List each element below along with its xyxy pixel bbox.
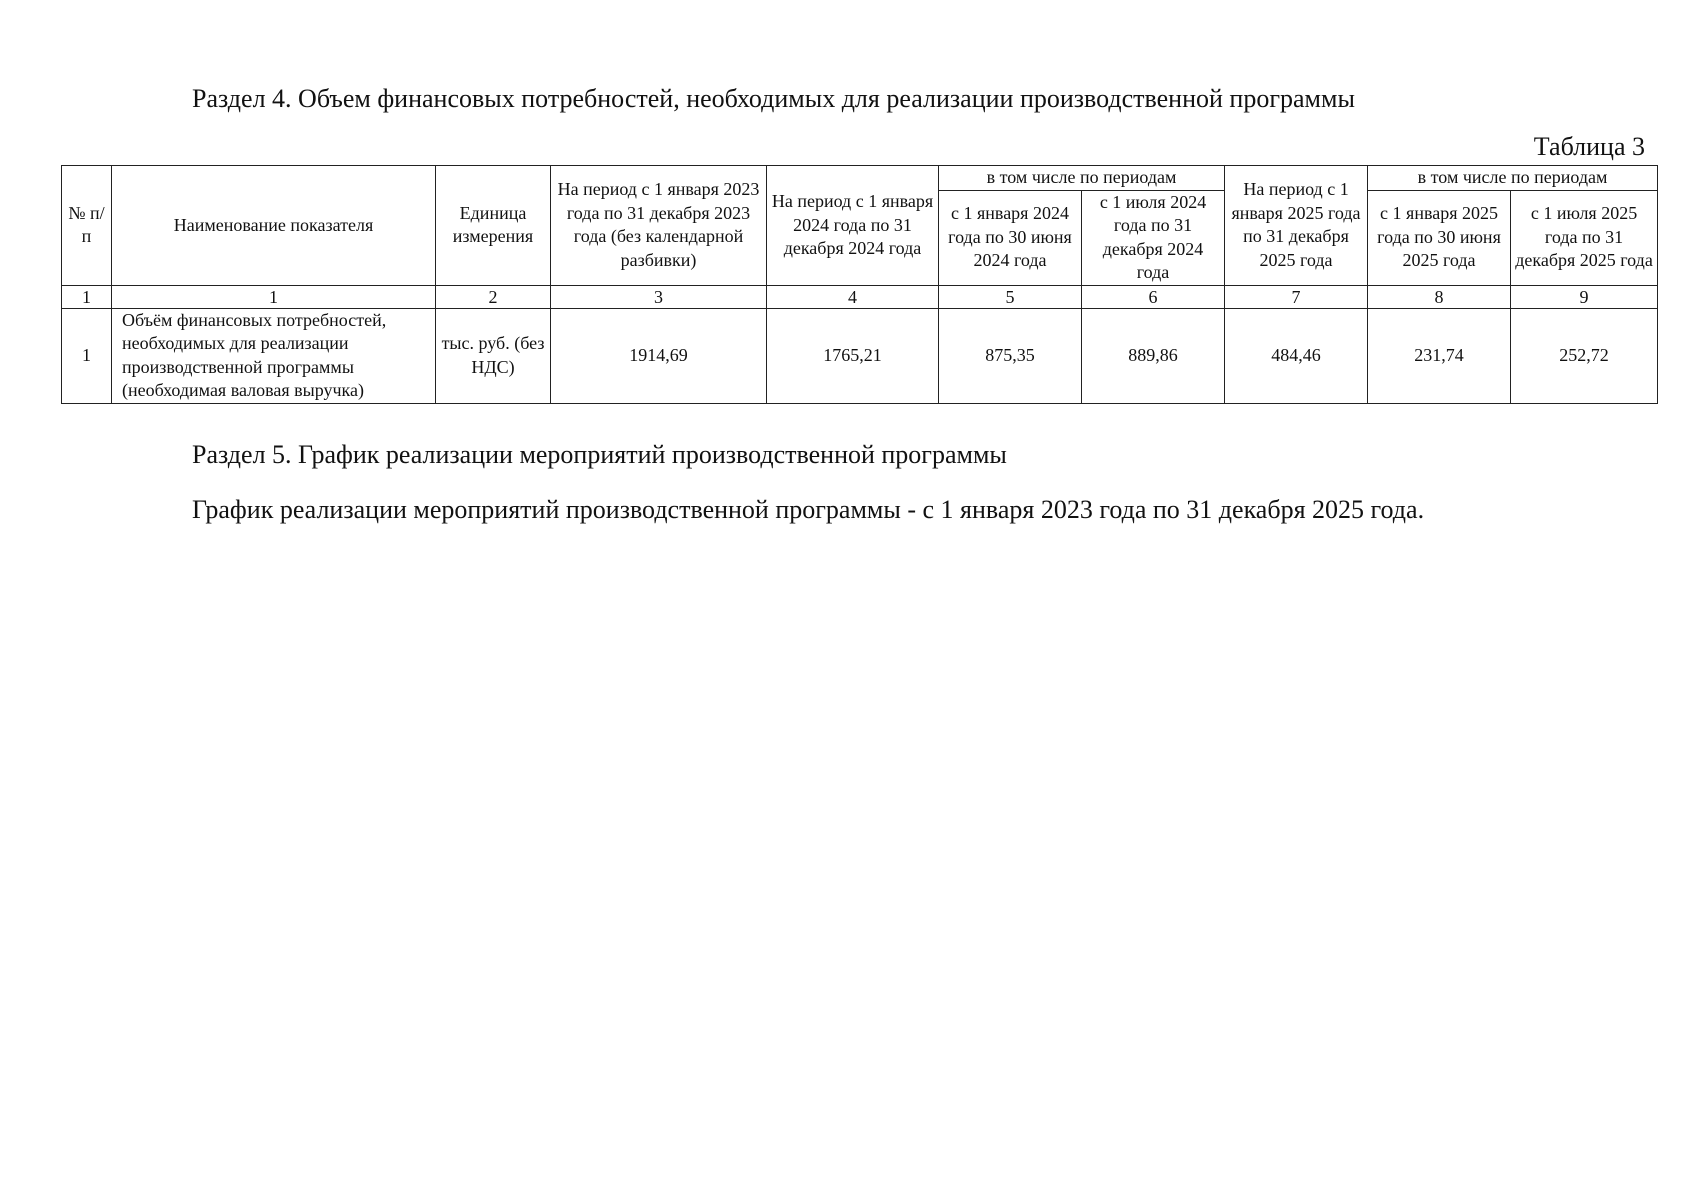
column-number: 9 <box>1511 285 1658 308</box>
value-period-2024: 1765,21 <box>767 308 939 403</box>
column-number: 8 <box>1368 285 1511 308</box>
header-period-2023: На период с 1 января 2023 года по 31 декабря 2023 года (без календарной разбивки) <box>551 166 767 286</box>
header-incl-2024: в том числе по периодам <box>939 166 1225 191</box>
column-number: 5 <box>939 285 1082 308</box>
column-number: 7 <box>1225 285 1368 308</box>
header-num: № п/п <box>62 166 112 286</box>
header-period-2025: На период с 1 января 2025 года по 31 декабря 2025 года <box>1225 166 1368 286</box>
table-caption: Таблица 3 <box>1533 132 1645 161</box>
section-5-heading: Раздел 5. График реализации мероприятий производственной программы <box>192 440 1007 469</box>
schedule-text: График реализации мероприятий производственной программы - с 1 января 2023 года по 31 декабря 2025 года. <box>192 495 1425 524</box>
value-h2-2024: 889,86 <box>1082 308 1225 403</box>
header-unit: Единица измерения <box>436 166 551 286</box>
header-name: Наименование показателя <box>112 166 436 286</box>
column-number-row <box>62 285 1658 308</box>
indicator-name: Объём финансовых потребностей, необходимых для реализации производственной программы (необходимая валовая выручка) <box>112 308 436 403</box>
value-h1-2025: 231,74 <box>1368 308 1511 403</box>
value-h2-2025: 252,72 <box>1511 308 1658 403</box>
header-h2-2025: с 1 июля 2025 года по 31 декабря 2025 года <box>1511 190 1658 285</box>
column-number: 3 <box>551 285 767 308</box>
header-incl-2025: в том числе по периодам <box>1368 166 1658 191</box>
column-number: 1 <box>62 285 112 308</box>
section-4-heading: Раздел 4. Объем финансовых потребностей, необходимых для реализации производственной программы <box>192 84 1355 113</box>
value-period-2025: 484,46 <box>1225 308 1368 403</box>
header-row-1 <box>62 166 1658 191</box>
header-period-2024: На период с 1 января 2024 года по 31 декабря 2024 года <box>767 166 939 286</box>
unit-cell: тыс. руб. (без НДС) <box>436 308 551 403</box>
row-num: 1 <box>62 308 112 403</box>
financial-needs-table <box>61 165 1658 404</box>
column-number: 4 <box>767 285 939 308</box>
column-number: 6 <box>1082 285 1225 308</box>
value-period-2023: 1914,69 <box>551 308 767 403</box>
column-number: 1 <box>112 285 436 308</box>
column-number: 2 <box>436 285 551 308</box>
header-h1-2024: с 1 января 2024 года по 30 июня 2024 года <box>939 190 1082 285</box>
header-h1-2025: с 1 января 2025 года по 30 июня 2025 года <box>1368 190 1511 285</box>
value-h1-2024: 875,35 <box>939 308 1082 403</box>
header-h2-2024: с 1 июля 2024 года по 31 декабря 2024 года <box>1082 190 1225 285</box>
table-row <box>62 308 1658 403</box>
